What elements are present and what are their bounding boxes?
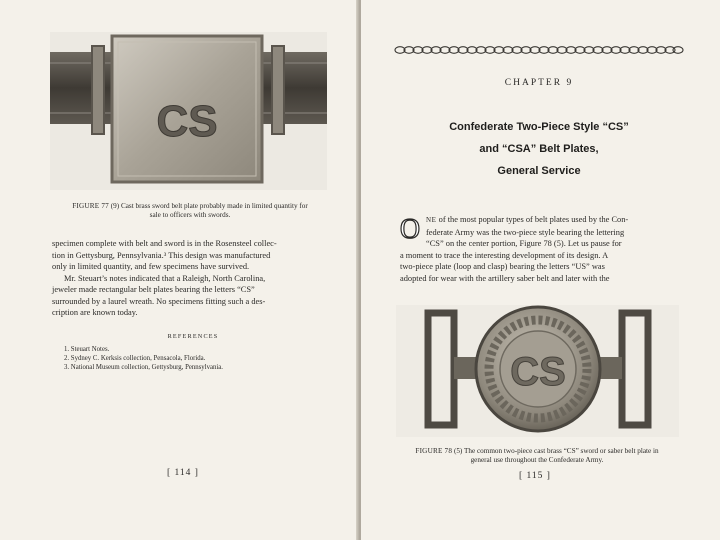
text-line: [400, 214, 682, 227]
figure-77-caption: [50, 202, 330, 220]
plate-letters: CS: [510, 350, 566, 394]
plate-letters: CS: [156, 97, 218, 146]
text-line: specimen complete with belt and sword is in the Rosensteel collec-: [52, 239, 277, 248]
text-line: cription are known today.: [52, 308, 138, 317]
chapter-heading: CHAPTER 9: [504, 78, 574, 88]
text-line: Mr. Steuart’s notes indicated that a Raleigh, North Carolina,: [64, 273, 266, 283]
text-line-rest: of the most popular types of belt plates used by the Con-: [438, 215, 629, 224]
title-line: Confederate Two-Piece Style “CS”: [449, 121, 629, 133]
chain-ornament: [394, 45, 684, 55]
text-line: adopted for wear with the artillery saber belt and later with the: [400, 273, 610, 283]
drop-cap-letter: O: [399, 215, 421, 242]
chapter-title: [398, 116, 680, 182]
references-heading: REFERENCES: [167, 333, 219, 340]
figure-number: FIGURE 77: [72, 202, 109, 210]
left-body-text: [52, 238, 334, 319]
first-word-rest: NE: [426, 216, 437, 224]
page-number-left: [ 114 ]: [167, 468, 199, 478]
caption-line: general use throughout the Confederate Army.: [470, 456, 604, 464]
text-line: tion in Gettysburg, Pennsylvania.³ This design was manufactured: [52, 250, 271, 260]
reference-item: 1. Steuart Notes.: [64, 346, 110, 353]
reference-item: 3. National Museum collection, Gettysburg, Pennsylvania.: [64, 364, 224, 372]
figure-number: FIGURE 78: [415, 447, 453, 455]
text-line: federate Army was the two-piece style bearing the lettering: [426, 227, 625, 237]
text-line: jeweler made rectangular belt plates bearing the letters “CS”: [52, 285, 255, 294]
figure-78-photo: [396, 305, 679, 437]
caption-line: sale to officers with swords.: [149, 211, 231, 219]
reference-item: 2. Sydney C. Kerksis collection, Pensacola, Florida.: [64, 355, 206, 363]
text-line: “CS” on the center portion, Figure 78 (5). Let us pause for: [426, 239, 622, 248]
text-line: surrounded by a laurel wreath. No specimens fitting such a des-: [52, 296, 266, 306]
title-line: General Service: [497, 165, 581, 177]
caption-line: Cast brass sword belt plate probably made in limited quantity for: [120, 202, 308, 210]
belt-plate-photo-77: [50, 32, 327, 190]
text-line: two-piece plate (loop and clasp) bearing the letters “US” was: [400, 262, 605, 271]
figure-catalog: (5): [453, 447, 463, 455]
text-line: a moment to trace the interesting development of its design. A: [400, 250, 609, 260]
title-line: and “CSA” Belt Plates,: [479, 143, 599, 155]
figure-77-photo: [50, 32, 327, 190]
references-list: [64, 345, 334, 373]
right-body-text: [400, 214, 682, 284]
figure-78-caption: [392, 447, 682, 465]
page-number-right: [ 115 ]: [519, 471, 551, 481]
figure-catalog: (9): [110, 202, 120, 210]
caption-line: The common two-piece cast brass “CS” sword or saber belt plate in: [464, 447, 659, 455]
belt-plate-photo-78: [396, 305, 679, 437]
text-line: only in limited quantity, and few specimens have survived.: [52, 262, 250, 271]
